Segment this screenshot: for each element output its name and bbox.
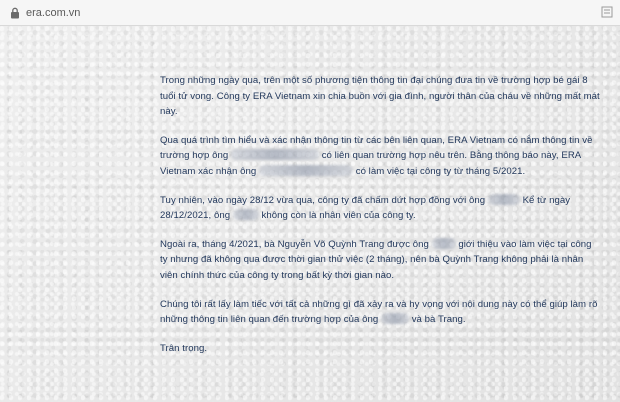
- paragraph-4: [160, 237, 600, 284]
- page-background: [0, 26, 620, 402]
- url-text[interactable]: era.com.vn: [26, 6, 81, 19]
- paragraph-1: [160, 73, 600, 120]
- announcement-text: [160, 73, 600, 369]
- paragraph-5: [160, 297, 600, 328]
- paragraph-1-text: Trong những ngày qua, trên một số phương tiện thông tin đại chúng đưa tin về trường hợp bé gái 8 tuổi tử vong. Công ty ERA Vietnam xin chia buồn với gia đình, người thân của cháu về những mất mát này.: [160, 75, 600, 118]
- paragraph-3-text-a: Tuy nhiên, vào ngày 28/12 vừa qua, công ty đã chấm dứt hợp đồng với ông: [160, 194, 486, 206]
- paragraph-3-text-c: không còn là nhân viên của công ty.: [261, 210, 416, 222]
- paragraph-2-text-c: có làm việc tại công ty từ tháng 5/2021.: [355, 165, 526, 177]
- paragraph-5-text-a: Chúng tôi rất lấy làm tiếc với tất cả những gì đã xảy ra và hy vọng với nội dung này có thể giúp làm rõ những thông tin liên quan đến trường hợp của ông: [160, 298, 598, 326]
- redacted-name: [381, 313, 409, 324]
- closing-text: Trân trọng.: [160, 342, 208, 354]
- page-info-icon[interactable]: [600, 5, 614, 19]
- paragraph-4-text-b: giới thiệu vào làm việc tại công ty nhưng đã không qua được thời gian thử việc (2 tháng), nên bà Quỳnh Trang không phải là nhân viên chính thức của công ty trong bất kỳ thời gian nào.: [160, 238, 592, 281]
- paragraph-2: [160, 133, 600, 180]
- closing-line: [160, 341, 600, 357]
- redacted-name: [432, 238, 456, 249]
- address-bar[interactable]: [0, 0, 620, 26]
- paragraph-3: [160, 193, 600, 224]
- padlock-icon[interactable]: [7, 5, 23, 21]
- paragraph-3-text-b: Kể từ ngày 28/12/2021, ông: [160, 194, 571, 222]
- redacted-name: [259, 165, 353, 176]
- redacted-name: [488, 194, 520, 205]
- redacted-name: [233, 209, 259, 220]
- paragraph-4-text-a: Ngoài ra, tháng 4/2021, bà Nguyễn Võ Quỳnh Trang được ông: [160, 238, 429, 250]
- redacted-name: [231, 149, 319, 160]
- paragraph-5-text-b: và bà Trang.: [411, 314, 466, 326]
- paragraph-2-text-b: có liên quan trường hợp nêu trên. Bằng thông báo này, ERA Vietnam xác nhận ông: [160, 150, 581, 177]
- paragraph-2-text-a: Qua quá trình tìm hiểu và xác nhận thông tin từ các bên liên quan, ERA Vietnam có nắm thông tin về trường hợp ông: [160, 134, 593, 162]
